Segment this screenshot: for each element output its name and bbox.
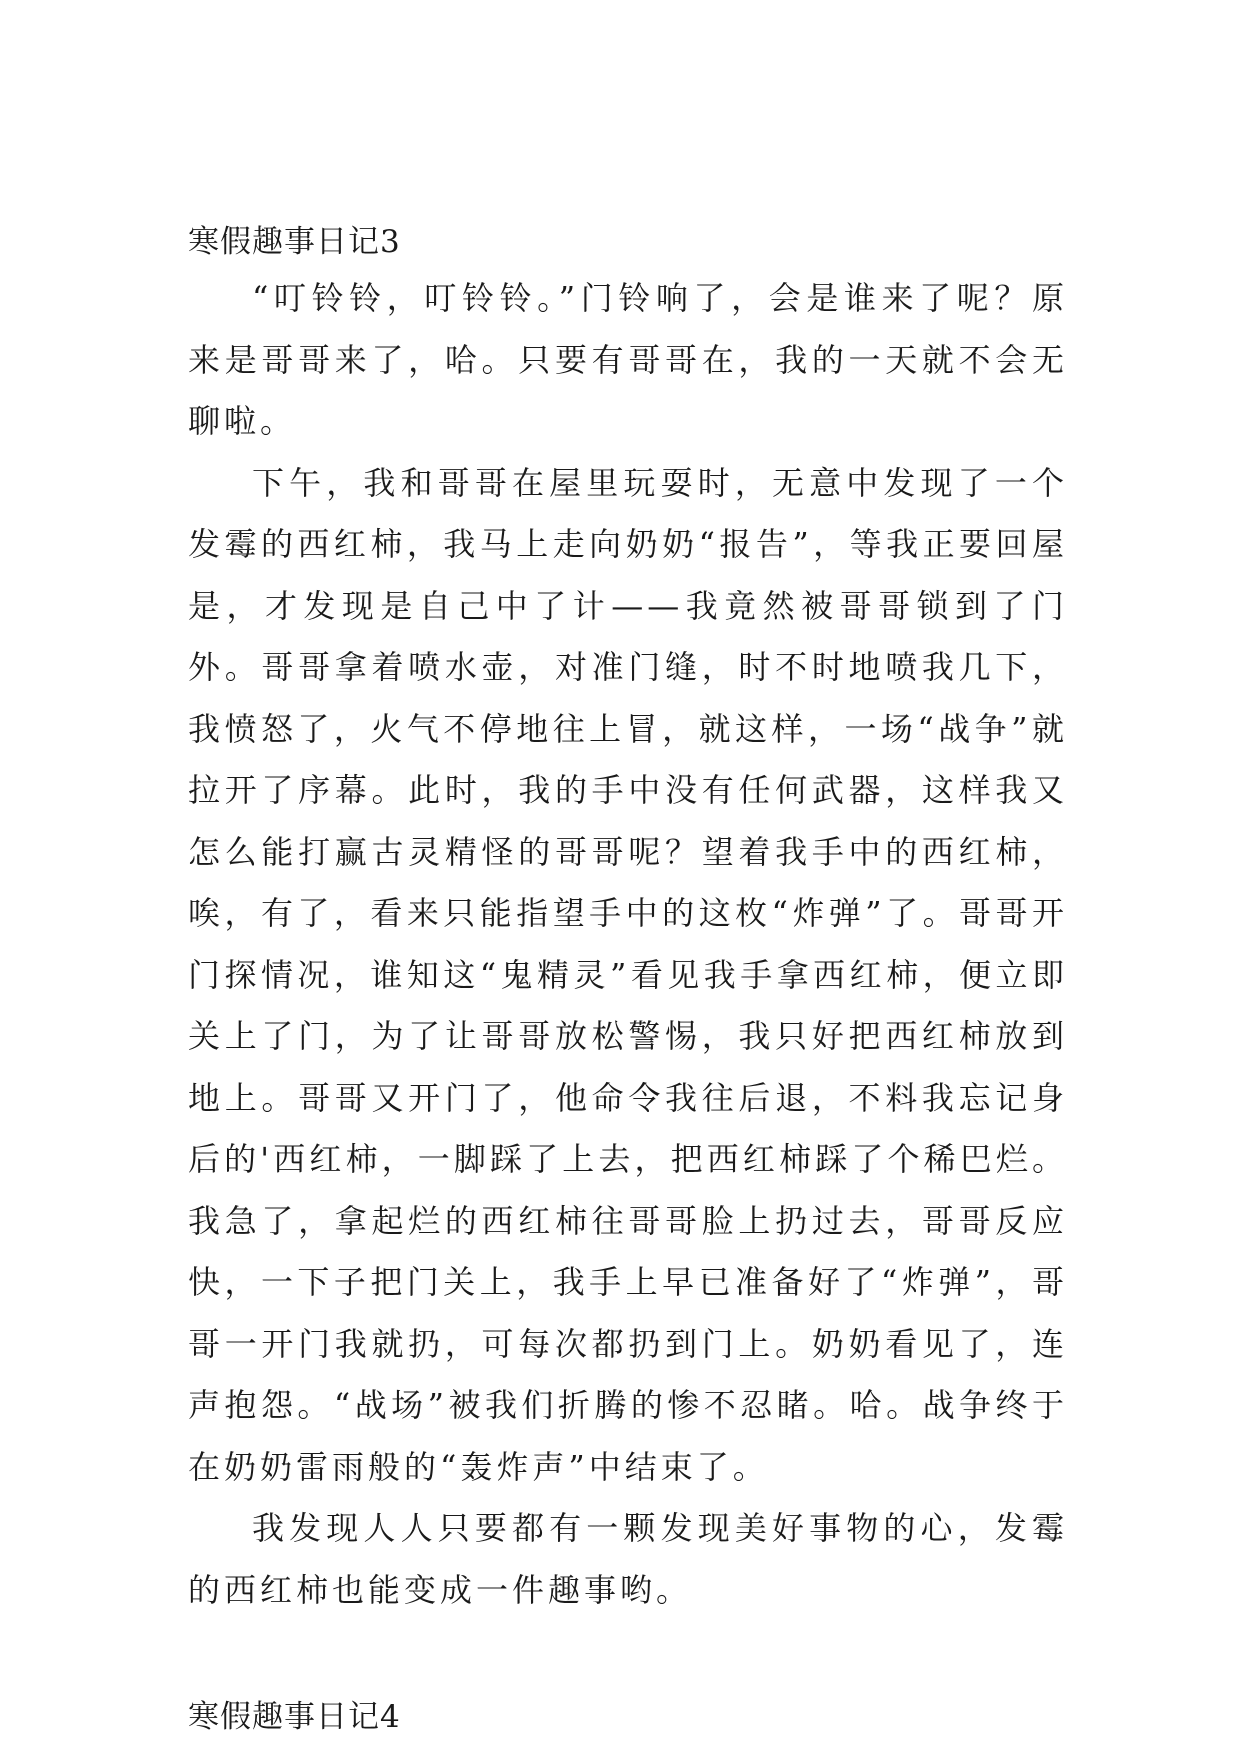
section-title-4: 寒假趣事日记4	[188, 1699, 401, 1735]
paragraph-1: “叮铃铃，叮铃铃。”门铃响了，会是谁来了呢？原来是哥哥来了，哈。只要有哥哥在，我的一天就不会无聊啦。	[188, 279, 1068, 440]
paragraph-3: 我发现人人只要都有一颗发现美好事物的心，发霉的西红柿也能变成一件趣事哟。	[188, 1509, 1068, 1609]
section-gap	[188, 1621, 1068, 1691]
document-body	[188, 216, 1068, 1743]
section-title-3: 寒假趣事日记3	[188, 224, 401, 260]
paragraph-2: 下午，我和哥哥在屋里玩耍时，无意中发现了一个发霉的西红柿，我马上走向奶奶“报告”，等我正要回屋是，才发现是自己中了计——我竟然被哥哥锁到了门外。哥哥拿着喷水壶，对准门缝，时不时地喷我几下，我愤怒了，火气不停地往上冒，就这样，一场“战争”就拉开了序幕。此时，我的手中没有任何武器，这样我又怎么能打赢古灵精怪的哥哥呢？望着我手中的西红柿，唉，有了，看来只能指望手中的这枚“炸弹”了。哥哥开门探情况，谁知这“鬼精灵”看见我手拿西红柿，便立即关上了门，为了让哥哥放松警惕，我只好把西红柿放到地上。哥哥又开门了，他命令我往后退，不料我忘记身后的'西红柿，一脚踩了上去，把西红柿踩了个稀巴烂。我急了，拿起烂的西红柿往哥哥脸上扔过去，哥哥反应快，一下子把门关上，我手上早已准备好了“炸弹”，哥哥一开门我就扔，可每次都扔到门上。奶奶看见了，连声抱怨。“战场”被我们折腾的惨不忍睹。哈。战争终于在奶奶雷雨般的“轰炸声”中结束了。	[188, 463, 1068, 1486]
